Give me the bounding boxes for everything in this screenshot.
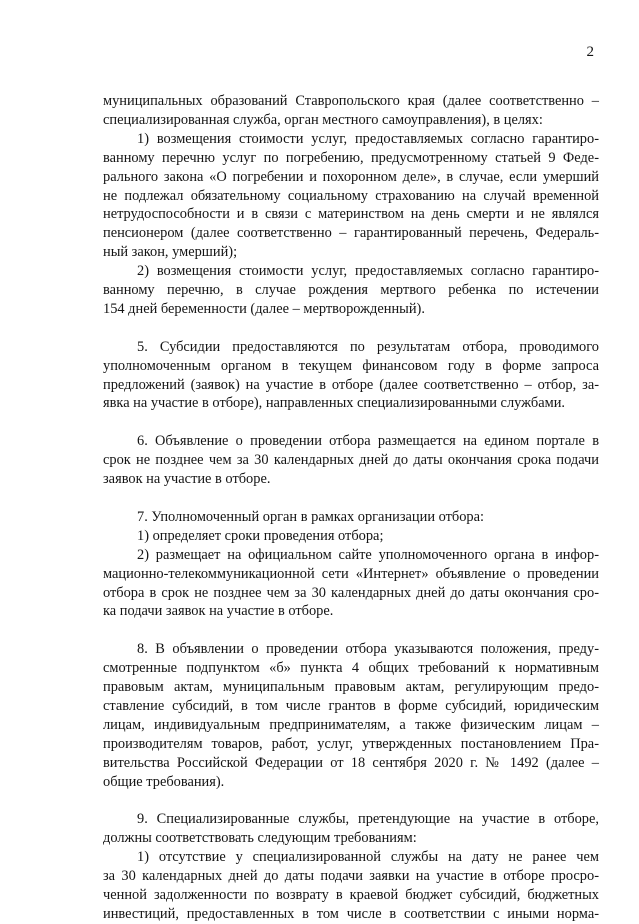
text-line: отбора в срок не позднее чем за 30 календарных дней до даты окончания сро- bbox=[103, 584, 599, 601]
text-line: 1) возмещения стоимости услуг, предоставляемых согласно гарантиро- bbox=[137, 130, 599, 147]
text-line: производителям товаров, работ, услуг, утвержденных постановлением Пра- bbox=[103, 735, 599, 752]
text-line: ка подачи заявок на участие в отборе. bbox=[103, 603, 334, 620]
page-number: 2 bbox=[586, 44, 594, 60]
text-line: 2) возмещения стоимости услуг, предоставляемых согласно гарантиро- bbox=[137, 263, 599, 280]
text-line: срок не позднее чем за 30 календарных дней до даты окончания срока подачи bbox=[103, 452, 599, 469]
text-line: специализированная служба, орган местного самоуправления), в целях: bbox=[103, 111, 543, 128]
text-line: 9. Специализированные службы, претендующие на участие в отборе, bbox=[137, 811, 599, 828]
paragraph-block bbox=[103, 338, 599, 414]
text-line: заявок на участие в отборе. bbox=[103, 471, 271, 488]
paragraph-block bbox=[103, 508, 599, 621]
text-line: уполномоченным органом в текущем финансовом году в форме запроса bbox=[103, 357, 599, 374]
text-line: смотренные подпунктом «б» пункта 4 общих требований к нормативным bbox=[103, 660, 599, 677]
text-line: пенсионером (далее соответственно – гарантированный перечень, Федераль- bbox=[103, 225, 599, 242]
text-line: вительства Российской Федерации от 18 сентября 2020 г. № 1492 (далее – bbox=[103, 754, 599, 771]
text-line: 1) определяет сроки проведения отбора; bbox=[137, 527, 384, 544]
text-line: предложений (заявок) на участие в отборе (далее соответственно – отбор, за- bbox=[103, 376, 599, 393]
document-body bbox=[103, 92, 599, 924]
text-line: 7. Уполномоченный орган в рамках организации отбора: bbox=[137, 508, 485, 525]
text-line: правовым актам, муниципальным правовым актам, регулирующим предо- bbox=[103, 679, 599, 696]
text-line: ставление субсидий, в том числе грантов в форме субсидий, юридическим bbox=[103, 697, 599, 714]
text-line: не подлежал обязательному социальному страхованию на случай временной bbox=[103, 187, 599, 204]
text-line: 1) отсутствие у специализированной службы на дату не ранее чем bbox=[137, 849, 599, 866]
text-line: 154 дней беременности (далее – мертворожденный). bbox=[103, 300, 425, 317]
text-line: общие требования). bbox=[103, 773, 225, 790]
paragraph-block bbox=[103, 810, 599, 923]
text-line: ченной задолженности по возврату в краевой бюджет субсидий, бюджетных bbox=[103, 886, 599, 903]
text-line: ный закон, умерший); bbox=[103, 244, 238, 261]
text-line: должны соответствовать следующим требованиям: bbox=[103, 830, 417, 847]
text-line: мационно-телекоммуникационной сети «Интернет» объявление о проведении bbox=[103, 565, 599, 582]
text-line: лицам, индивидуальным предпринимателям, а также физическим лицам – bbox=[103, 716, 599, 733]
text-line: 2) размещает на официальном сайте уполномоченного органа в инфор- bbox=[137, 546, 599, 563]
text-line: явка на участие в отборе), направленных специализированными службами. bbox=[103, 395, 565, 412]
text-line: муниципальных образований Ставропольского края (далее соответственно – bbox=[103, 93, 599, 109]
text-line: ванному перечню услуг по погребению, предусмотренному статьей 9 Феде- bbox=[103, 149, 599, 166]
text-line: нетрудоспособности и в связи с материнством на день смерти и не являлся bbox=[103, 206, 599, 223]
text-line: рального закона «О погребении и похоронном деле», в случае, если умерший bbox=[103, 168, 599, 185]
text-line: ванному перечню, в случае рождения мертвого ребенка по истечении bbox=[103, 282, 599, 299]
text-line: инвестиций, предоставленных в том числе в соответствии с иными норма- bbox=[103, 905, 599, 922]
text-line: 5. Субсидии предоставляются по результатам отбора, проводимого bbox=[137, 338, 599, 355]
paragraph-block bbox=[103, 92, 599, 319]
paragraph-block bbox=[103, 640, 599, 791]
text-line: 6. Объявление о проведении отбора размещается на едином портале в bbox=[137, 433, 599, 450]
text-line: за 30 календарных дней до даты подачи заявки на участие в отборе просро- bbox=[103, 868, 599, 885]
paragraph-block bbox=[103, 432, 599, 489]
text-line: 8. В объявлении о проведении отбора указываются положения, преду- bbox=[137, 641, 599, 658]
